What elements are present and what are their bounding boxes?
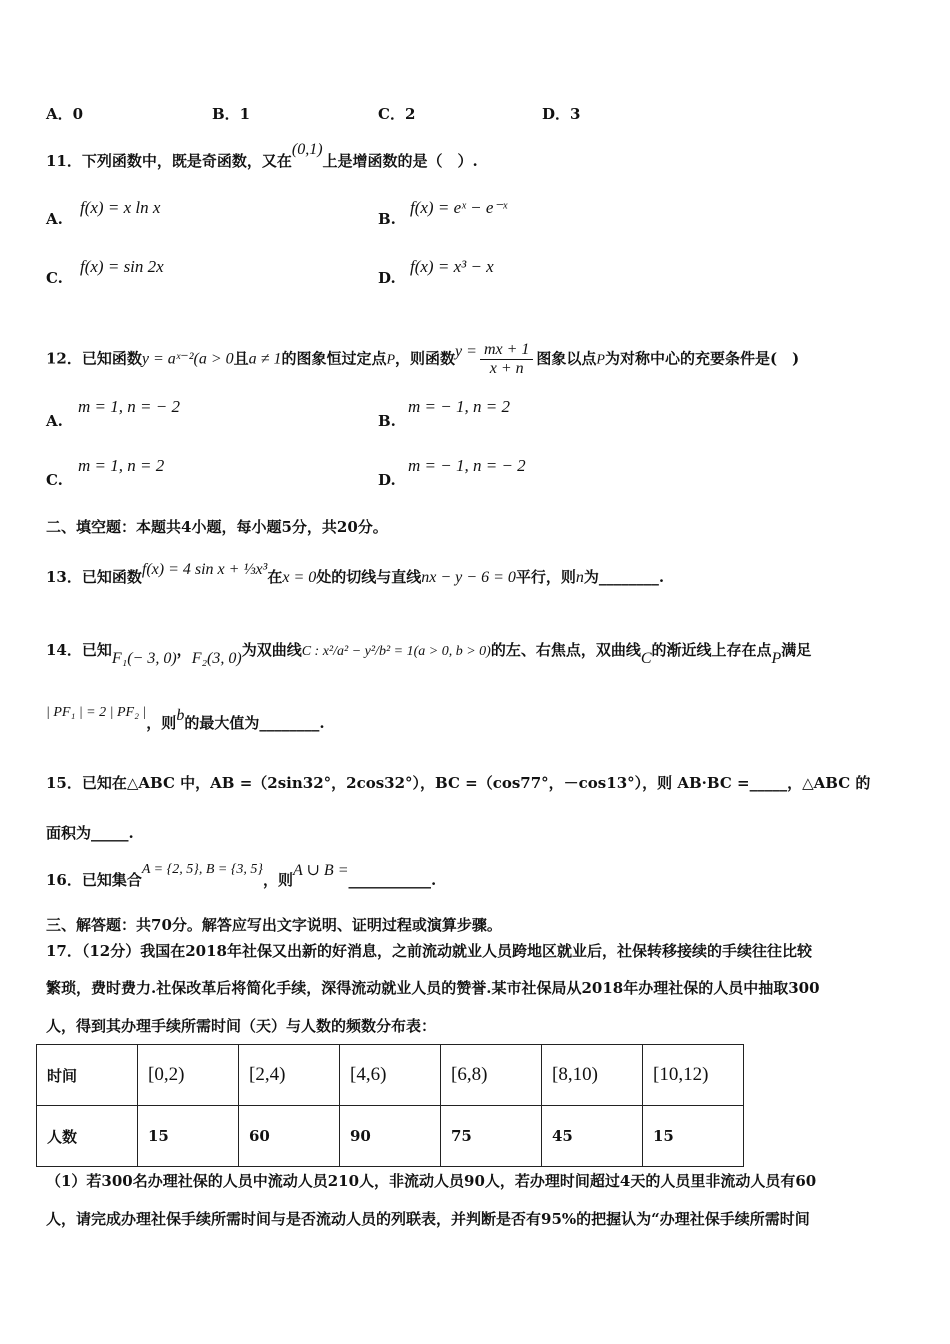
table-header-count: 人数 [37,1106,138,1167]
q11-formula-b: f(x) = eˣ − e⁻ˣ [410,198,508,217]
q13-stem: 13．已知函数f(x) = 4 sin x + ⅓x³在x = 0处的切线与直线nx − y − 6 = 0平行，则n为________. [46,561,665,586]
q12-option-a: m = 1, n = − 2 [78,397,180,416]
table-cell: [6,8) [441,1045,542,1106]
q16-sets: A = {2, 5}, B = {3, 5} [141,862,264,877]
q12-label-a: A. [46,412,63,430]
q11-interval: (0,1) [291,141,323,158]
table-header-time: 时间 [37,1045,138,1106]
q16-stem: 16．已知集合A = {2, 5}, B = {3, 5}，则A ∪ B =___________. [46,862,437,889]
q12-func1: y = aˣ⁻²(a > 0 [141,350,234,368]
q17-line1: 17．（12分）我国在2018年社保又出新的好消息，之前流动就业人员跨地区就业后，社保转移接续的手续往往比较 [46,942,813,960]
table-cell: [2,4) [239,1045,340,1106]
section-3-heading: 三、解答题：共70分。解答应写出文字说明、证明过程或演算步骤。 [46,916,502,934]
q10-option-d: D．3 [542,105,581,123]
frequency-table [36,1044,744,1167]
q13-func: f(x) = 4 sin x + ⅓x³ [141,561,268,578]
table-row [37,1045,744,1106]
q11-formula-d: f(x) = x³ − x [410,257,494,276]
q14-stem: 14．已知F₁(− 3, 0)，F₂(3, 0)为双曲线C : x²/a² − y²/b² = 1(a > 0, b > 0)的左、右焦点，双曲线C的渐近线上存在点P满足 [46,641,812,667]
q12-label-c: C. [46,471,63,489]
q11-label-b: B. [378,210,396,228]
q12-cond: a ≠ 1 [248,350,282,368]
q11-formula-a: f(x) = x ln x [80,198,161,217]
table-cell: 45 [542,1106,643,1167]
q14-stem-cont: | PF₁ | = 2 | PF₂ |，则b的最大值为________. [46,705,325,732]
q11-label-d: D. [378,269,396,287]
q15-line1: 15．已知在△ABC 中，AB =（2sin32°，2cos32°），BC =（cos77°，－cos13°），则 AB·BC =_____，△ABC 的 [46,774,871,792]
q12-option-b: m = − 1, n = 2 [408,397,510,416]
table-cell: 75 [441,1106,542,1167]
q12-label-d: D. [378,471,396,489]
table-cell: 60 [239,1106,340,1167]
q12-option-c: m = 1, n = 2 [78,456,165,475]
q11-label-c: C. [46,269,63,287]
q10-option-a: A．0 [46,105,84,123]
table-cell: [4,6) [340,1045,441,1106]
q10-option-b: B．1 [212,105,251,123]
q12-stem: 12．已知函数y = aˣ⁻²(a > 0且a ≠ 1的图象恒过定点P，则函数y = $\frac{mx + 1}{x + n}$ 图象以点P为对称中心的充要条件是( ) [46,341,800,377]
table-cell: 90 [340,1106,441,1167]
q11-stem: 11．下列函数中，既是奇函数，又在(0,1)上是增函数的是（ ）. [46,141,478,170]
table-cell: [8,10) [542,1045,643,1106]
q17-line2: 繁琐，费时费力.社保改革后将简化手续，深得流动就业人员的赞誉.某市社保局从2018年办理社保的人员中抽取300 [46,979,820,997]
table-cell: [0,2) [138,1045,239,1106]
section-2-heading: 二、填空题：本题共4小题，每小题5分，共20分。 [46,518,388,536]
table-row [37,1106,744,1167]
q15-line2: 面积为_____. [46,824,134,842]
table-cell: 15 [138,1106,239,1167]
q17-part1-line1: （1）若300名办理社保的人员中流动人员210人，非流动人员90人，若办理时间超过4天的人员里非流动人员有60 [46,1172,817,1190]
q11-label-a: A. [46,210,63,228]
table-cell: 15 [643,1106,744,1167]
q12-fraction: $\frac{mx + 1}{x + n}$ [480,341,533,378]
q14-hyperbola: C : x²/a² − y²/b² = 1(a > 0, b > 0) [301,644,491,659]
q12-label-b: B. [378,412,396,430]
table-cell: [10,12) [643,1045,744,1106]
q17-part1-line2: 人，请完成办理社保手续所需时间与是否流动人员的列联表，并判断是否有95%的把握认为“办理社保手续所需时间 [46,1210,810,1228]
q10-option-c: C．2 [378,105,416,123]
q17-line3: 人，得到其办理手续所需时间（天）与人数的频数分布表： [46,1017,437,1035]
q12-option-d: m = − 1, n = − 2 [408,456,526,475]
q11-formula-c: f(x) = sin 2x [80,257,164,276]
